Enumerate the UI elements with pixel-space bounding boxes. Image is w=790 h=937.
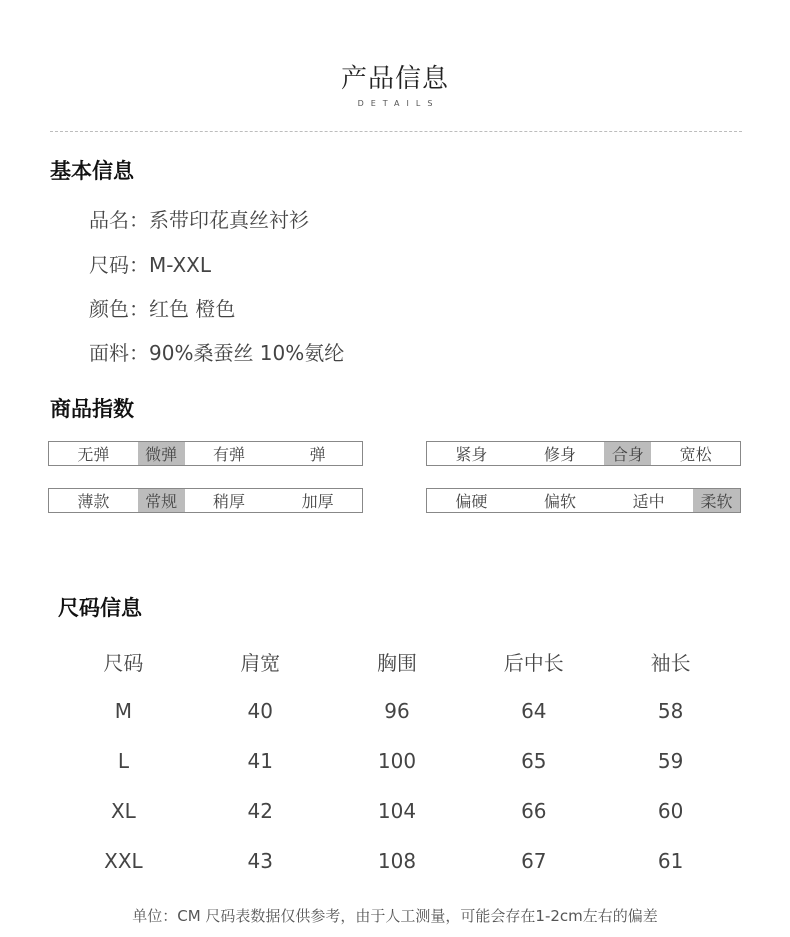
scale-option: 加厚 bbox=[301, 492, 334, 511]
table-row bbox=[55, 736, 739, 786]
info-row-color bbox=[89, 293, 235, 322]
table-cell: M bbox=[114, 699, 133, 723]
table-cell: 42 bbox=[247, 799, 273, 823]
table-cell: 58 bbox=[657, 699, 684, 723]
header-cell: 袖长 bbox=[650, 650, 691, 675]
product-index-title: 商品指数 bbox=[50, 397, 134, 421]
table-row bbox=[55, 686, 739, 736]
basic-info-title: 基本信息 bbox=[50, 159, 134, 183]
table-cell: 60 bbox=[657, 799, 684, 823]
scale-option: 修身 bbox=[544, 445, 577, 464]
scale-option-selected: 合身 bbox=[604, 442, 651, 465]
scale-option: 适中 bbox=[632, 492, 665, 511]
info-value: 90%桑蚕丝 10%氨纶 bbox=[149, 341, 345, 365]
table-cell: XL bbox=[110, 799, 136, 823]
elasticity-scale bbox=[48, 441, 363, 466]
table-cell: L bbox=[117, 749, 129, 773]
info-label: 颜色： bbox=[89, 297, 149, 321]
scale-option-selected: 柔软 bbox=[693, 489, 740, 512]
softness-scale bbox=[426, 488, 741, 513]
thickness-scale bbox=[48, 488, 363, 513]
page-title: 产品信息 bbox=[340, 64, 449, 94]
page-subtitle: DETAILS bbox=[357, 99, 440, 108]
table-cell: 65 bbox=[521, 749, 547, 773]
scale-option: 薄款 bbox=[77, 492, 110, 511]
dashed-divider bbox=[50, 131, 742, 132]
scale-option: 无弹 bbox=[77, 445, 110, 464]
table-cell: 100 bbox=[377, 749, 417, 773]
header-cell: 尺码 bbox=[103, 650, 144, 675]
info-label: 品名： bbox=[89, 208, 149, 232]
scale-option: 有弹 bbox=[213, 445, 246, 464]
info-value: 系带印花真丝衬衫 bbox=[149, 208, 309, 232]
scale-option-selected: 常规 bbox=[138, 489, 185, 512]
info-value: M-XXL bbox=[149, 253, 212, 277]
table-cell: 61 bbox=[657, 849, 684, 873]
header-cell: 胸围 bbox=[376, 650, 417, 675]
table-cell: XXL bbox=[104, 849, 143, 873]
scale-option: 紧身 bbox=[455, 445, 488, 464]
table-cell: 41 bbox=[247, 749, 273, 773]
size-table bbox=[55, 636, 739, 886]
table-cell: 59 bbox=[657, 749, 684, 773]
size-footnote: 单位：CM 尺码表数据仅供参考，由于人工测量，可能会存在1-2cm左右的偏差 bbox=[132, 907, 658, 925]
table-cell: 108 bbox=[377, 849, 417, 873]
table-row bbox=[55, 786, 739, 836]
table-cell: 43 bbox=[247, 849, 273, 873]
info-row-name bbox=[89, 204, 309, 233]
scale-option: 弹 bbox=[309, 445, 326, 464]
info-label: 尺码： bbox=[89, 253, 149, 277]
header-cell: 肩宽 bbox=[240, 650, 281, 675]
table-cell: 67 bbox=[521, 849, 547, 873]
table-cell: 66 bbox=[521, 799, 547, 823]
header-cell: 后中长 bbox=[503, 650, 564, 675]
size-table-header bbox=[55, 636, 739, 686]
scale-option: 稍厚 bbox=[213, 492, 246, 511]
table-cell: 104 bbox=[377, 799, 417, 823]
info-row-fabric bbox=[89, 337, 344, 366]
scale-option-selected: 微弹 bbox=[138, 442, 185, 465]
size-info-title: 尺码信息 bbox=[58, 596, 142, 620]
info-label: 面料： bbox=[89, 341, 149, 365]
table-cell: 96 bbox=[384, 699, 410, 723]
info-value: 红色 橙色 bbox=[149, 297, 236, 321]
scale-option: 宽松 bbox=[679, 445, 712, 464]
table-cell: 64 bbox=[521, 699, 547, 723]
info-row-size bbox=[89, 249, 211, 278]
table-cell: 40 bbox=[247, 699, 273, 723]
scale-option: 偏硬 bbox=[455, 492, 488, 511]
fit-scale bbox=[426, 441, 741, 466]
table-row bbox=[55, 836, 739, 886]
scale-option: 偏软 bbox=[544, 492, 577, 511]
